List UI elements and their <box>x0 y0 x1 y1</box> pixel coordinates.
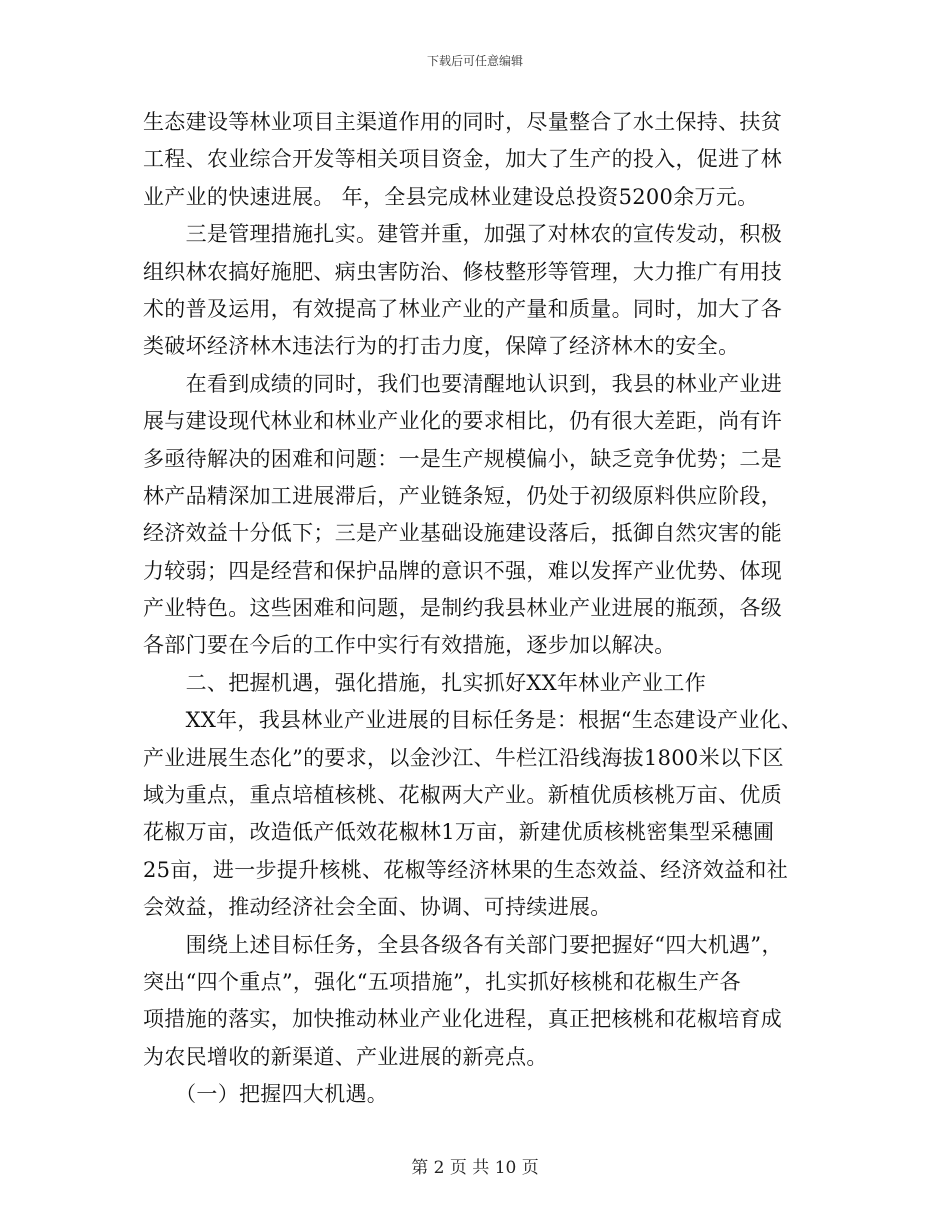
text-line: 产业进展生态化”的要求，以金沙江、牛栏江沿线海拔1800米以下区 <box>143 745 784 770</box>
page-number: 第 2 页 共 10 页 <box>411 1158 539 1178</box>
text-line: 工程、农业综合开发等相关项目资金，加大了生产的投入，促进了林 <box>143 147 782 172</box>
text-line: 业产业的快速进展。 年，全县完成林业建设总投资5200余万元。 <box>143 184 759 209</box>
section-heading: 二、把握机遇，强化措施，扎实抓好XX年林业产业工作 <box>143 670 706 695</box>
text-line: 为农民增收的新渠道、产业进展的新亮点。 <box>143 1044 548 1069</box>
subsection-heading: （一）把握四大机遇。 <box>143 1082 389 1107</box>
text-line: XX年，我县林业产业进展的目标任务是：根据“生态建设产业化、 <box>143 708 803 733</box>
text-line: 花椒万亩，改造低产低效花椒林1万亩，新建优质核桃密集型采穗圃 <box>143 820 775 845</box>
text-line: 产业特色。这些困难和问题，是制约我县林业产业进展的瓶颈，各级 <box>143 596 782 621</box>
text-line: 力较弱；四是经营和保护品牌的意识不强，难以发挥产业优势、体现 <box>143 558 782 583</box>
text-line: 会效益，推动经济社会全面、协调、可持续进展。 <box>143 895 612 920</box>
text-line: 三是管理措施扎实。建管并重，加强了对林农的宣传发动，积极 <box>143 222 782 247</box>
text-line: 在看到成绩的同时，我们也要清醒地认识到，我县的林业产业进 <box>143 371 782 396</box>
text-line: 突出“四个重点”，强化“五项措施”，扎实抓好核桃和花椒生产各 <box>143 969 741 994</box>
page-header: 下载后可任意编辑 <box>426 54 523 68</box>
text-line: 生态建设等林业项目主渠道作用的同时，尽量整合了水土保持、扶贫 <box>143 110 782 134</box>
text-line: 多亟待解决的困难和问题：一是生产规模偏小，缺乏竞争优势；二是 <box>143 446 782 471</box>
text-line: 域为重点，重点培植核桃、花椒两大产业。新植优质核桃万亩、优质 <box>143 783 782 808</box>
text-line: 类破坏经济林木违法行为的打击力度，保障了经济林木的安全。 <box>143 334 740 359</box>
text-line: 围绕上述目标任务，全县各级各有关部门要把握好“四大机遇”， <box>143 932 783 957</box>
text-line: 25亩，进一步提升核桃、花椒等经济林果的生态效益、经济效益和社 <box>143 857 789 882</box>
document-body <box>143 104 813 1114</box>
text-line: 展与建设现代林业和林业产业化的要求相比，仍有很大差距，尚有许 <box>143 409 782 434</box>
text-line: 各部门要在今后的工作中实行有效措施，逐步加以解决。 <box>143 633 676 658</box>
text-line: 项措施的落实，加快推动林业产业化进程，真正把核桃和花椒培育成 <box>143 1007 782 1032</box>
text-line: 术的普及运用，有效提高了林业产业的产量和质量。同时，加大了各 <box>143 296 782 321</box>
text-line: 经济效益十分低下；三是产业基础设施建设落后，抵御自然灾害的能 <box>143 521 782 546</box>
text-line: 组织林农搞好施肥、病虫害防治、修枝整形等管理，大力推广有用技 <box>143 259 782 284</box>
text-line: 林产品精深加工进展滞后，产业链条短，仍处于初级原料供应阶段， <box>143 483 782 508</box>
